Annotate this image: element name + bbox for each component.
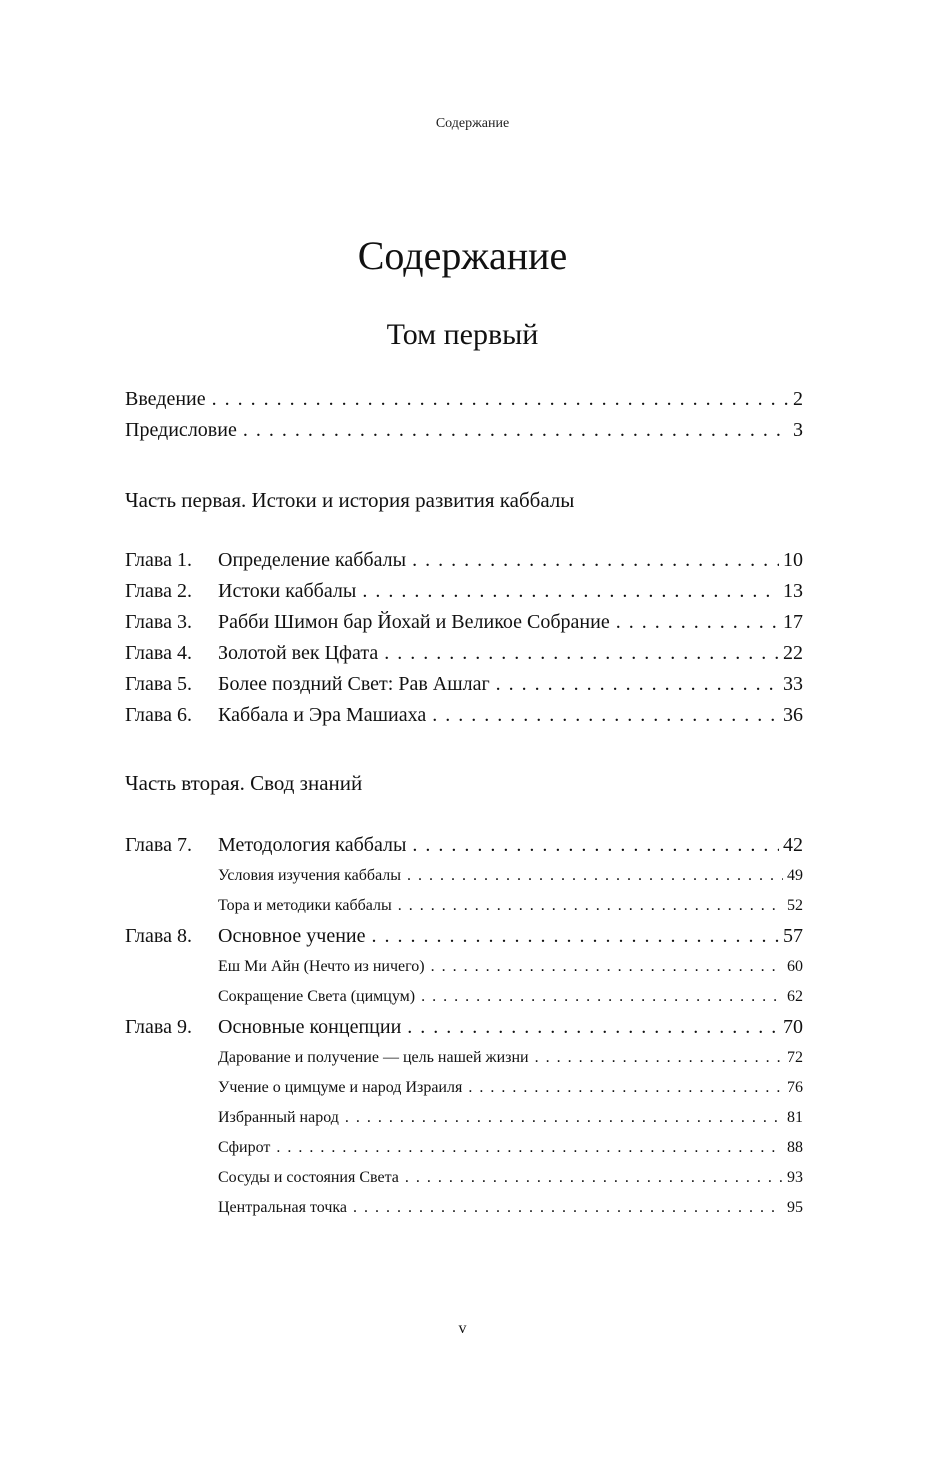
dot-leader	[276, 1133, 783, 1163]
dot-leader	[407, 1012, 779, 1043]
volume-title: Том первый	[386, 318, 539, 351]
entry-label: Основные концепции	[218, 1016, 402, 1038]
entry-label: Сокращение Света (цимцум)	[218, 988, 416, 1005]
chapter-number: Глава 3.	[125, 611, 192, 633]
chapter-number: Глава 7.	[125, 834, 192, 856]
dot-leader	[353, 1193, 783, 1223]
dot-leader	[405, 1163, 783, 1193]
entry-label: Рабби Шимон бар Йохай и Великое Собрание	[218, 611, 610, 633]
entry-page: 33	[783, 673, 803, 695]
entry-label: Предисловие	[125, 419, 237, 441]
entry-label: Основное учение	[218, 925, 366, 947]
toc-entry[interactable]	[125, 921, 803, 952]
entry-label: Более поздний Свет: Рав Ашлаг	[218, 673, 490, 695]
chapter-number: Глава 2.	[125, 580, 192, 602]
dot-leader	[412, 830, 779, 861]
toc-entry[interactable]	[125, 669, 803, 700]
entry-label: Введение	[125, 388, 206, 410]
page-title: Содержание	[357, 233, 568, 278]
dot-leader	[431, 952, 783, 982]
entry-label: Дарование и получение — цель нашей жизни	[218, 1049, 529, 1066]
dot-leader	[421, 982, 783, 1012]
toc-subentry[interactable]	[125, 982, 803, 1012]
toc-entry[interactable]	[125, 700, 803, 731]
entry-page: 17	[783, 611, 803, 633]
toc-entry[interactable]	[125, 384, 803, 415]
entry-label: Золотой век Цфата	[218, 642, 379, 664]
entry-page: 3	[793, 419, 803, 441]
entry-page: 49	[787, 867, 803, 884]
entry-page: 2	[793, 388, 803, 410]
entry-label: Сосуды и состояния Света	[218, 1169, 399, 1186]
toc-subentry[interactable]	[125, 952, 803, 982]
entry-label: Избранный народ	[218, 1109, 339, 1126]
entry-page: 57	[783, 925, 803, 947]
entry-label: Методология каббалы	[218, 834, 407, 856]
entry-page: 60	[787, 958, 803, 975]
entry-label: Тора и методики каббалы	[218, 897, 392, 914]
dot-leader	[398, 891, 783, 921]
toc-entry[interactable]	[125, 545, 803, 576]
chapter-number: Глава 1.	[125, 549, 192, 571]
entry-label: Истоки каббалы	[218, 580, 357, 602]
dot-leader	[212, 384, 789, 415]
toc-subentry[interactable]	[125, 1193, 803, 1223]
page-number: v	[458, 1320, 467, 1337]
entry-label: Каббала и Эра Машиаха	[218, 704, 427, 726]
intro-list	[125, 384, 803, 446]
chapter-number: Глава 5.	[125, 673, 192, 695]
entry-page: 93	[787, 1169, 803, 1186]
chapter-number: Глава 8.	[125, 925, 192, 947]
chapter-number: Глава 6.	[125, 704, 192, 726]
chapter-number: Глава 9.	[125, 1016, 192, 1038]
entry-page: 22	[783, 642, 803, 664]
part2-list	[125, 830, 803, 1223]
entry-page: 13	[783, 580, 803, 602]
part1-title: Часть первая. Истоки и история развития каббалы	[125, 488, 575, 512]
dot-leader	[496, 669, 779, 700]
dot-leader	[535, 1043, 783, 1073]
toc-subentry[interactable]	[125, 1133, 803, 1163]
toc-entry[interactable]	[125, 830, 803, 861]
toc-entry[interactable]	[125, 576, 803, 607]
entry-label: Условия изучения каббалы	[218, 867, 402, 884]
toc-subentry[interactable]	[125, 891, 803, 921]
entry-page: 88	[787, 1139, 803, 1156]
dot-leader	[468, 1073, 783, 1103]
running-head: Содержание	[435, 116, 510, 131]
entry-label: Сфирот	[218, 1139, 271, 1156]
entry-label: Центральная точка	[218, 1199, 347, 1216]
entry-page: 42	[783, 834, 803, 856]
toc-subentry[interactable]	[125, 1103, 803, 1133]
dot-leader	[243, 415, 789, 446]
entry-page: 72	[787, 1049, 803, 1066]
part1-list	[125, 545, 803, 731]
dot-leader	[345, 1103, 783, 1133]
entry-label: Определение каббалы	[218, 549, 407, 571]
part2-title: Часть вторая. Свод знаний	[125, 771, 363, 795]
dot-leader	[372, 921, 779, 952]
entry-label: Учение о цимцуме и народ Израиля	[218, 1079, 463, 1096]
dot-leader	[412, 545, 779, 576]
chapter-number: Глава 4.	[125, 642, 192, 664]
entry-page: 95	[787, 1199, 803, 1216]
dot-leader	[384, 638, 779, 669]
toc-entry[interactable]	[125, 638, 803, 669]
entry-label: Еш Ми Айн (Нечто из ничего)	[218, 958, 425, 975]
dot-leader	[616, 607, 779, 638]
dot-leader	[432, 700, 779, 731]
dot-leader	[362, 576, 779, 607]
entry-page: 81	[787, 1109, 803, 1126]
entry-page: 36	[783, 704, 803, 726]
toc-entry[interactable]	[125, 1012, 803, 1043]
entry-page: 62	[787, 988, 803, 1005]
entry-page: 52	[787, 897, 803, 914]
entry-page: 10	[783, 549, 803, 571]
toc-subentry[interactable]	[125, 1043, 803, 1073]
toc-entry[interactable]	[125, 415, 803, 446]
toc-subentry[interactable]	[125, 861, 803, 891]
entry-page: 76	[787, 1079, 803, 1096]
toc-subentry[interactable]	[125, 1073, 803, 1103]
toc-subentry[interactable]	[125, 1163, 803, 1193]
entry-page: 70	[783, 1016, 803, 1038]
toc-entry[interactable]	[125, 607, 803, 638]
dot-leader	[407, 861, 783, 891]
